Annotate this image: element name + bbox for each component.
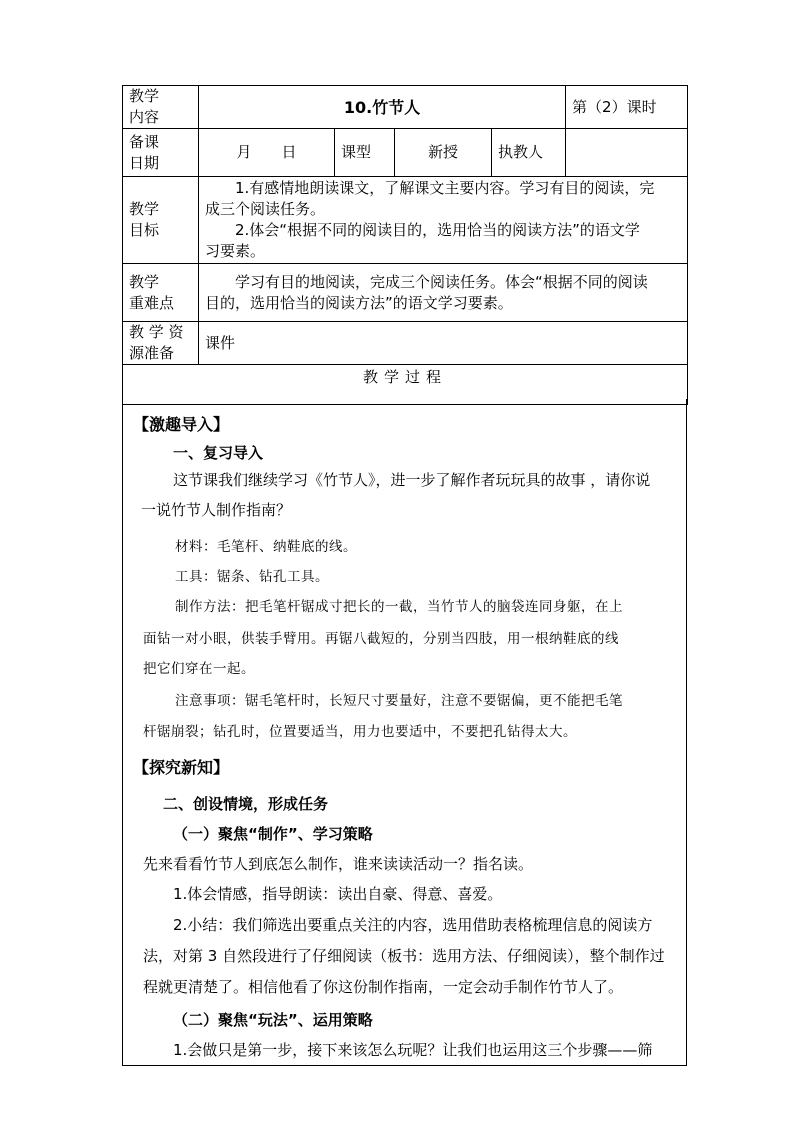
date-label-line2: 日期 bbox=[129, 153, 160, 172]
scenario-heading: 二、创设情境，形成任务 bbox=[163, 795, 329, 813]
process-body bbox=[122, 399, 687, 1066]
difficulty-label-line1: 教学 bbox=[129, 272, 160, 291]
date-label-line1: 备课 bbox=[129, 132, 160, 151]
goals-text bbox=[199, 177, 688, 264]
handwritten-line: 注意事项：锯毛笔杆时，长短尺寸要量好，注意不要锯偏，更不能把毛笔 bbox=[175, 693, 623, 709]
paragraph-line: 法，对第 3 自然段进行了仔细阅读（板书：选用方法、仔细阅读），整个制作过 bbox=[143, 947, 665, 965]
paragraph-line: 程就更清楚了。相信他看了你这份制作指南，一定会动手制作竹节人了。 bbox=[143, 978, 624, 996]
date-label bbox=[123, 129, 199, 177]
paragraph-line: 2.小结：我们筛选出要重点关注的内容，选用借助表格梳理信息的阅读方 bbox=[173, 916, 653, 934]
paragraph-line: 1.会做只是第一步，接下来该怎么玩呢？让我们也运用这三个步骤——筛 bbox=[173, 1041, 653, 1059]
type-value: 新授 bbox=[395, 129, 492, 177]
date-value: 月 日 bbox=[199, 129, 335, 177]
paragraph-line: 这节课我们继续学习《竹节人》，进一步了解作者玩玩具的故事 ，请你说 bbox=[173, 471, 651, 489]
make-focus-heading: （一）聚焦“制作”、学习策略 bbox=[173, 825, 373, 843]
paragraph-line: 一说竹节人制作指南？ bbox=[141, 501, 292, 519]
paragraph-line: 1.体会情感，指导朗读：读出自豪、得意、喜爱。 bbox=[173, 885, 503, 903]
resource-label-line2: 源准备 bbox=[129, 344, 175, 362]
goals-line: 习要素。 bbox=[205, 242, 266, 260]
content-label bbox=[123, 86, 199, 129]
section-explore-heading: 【探究新知】 bbox=[133, 758, 230, 777]
goals-label-line1: 教学 bbox=[129, 200, 160, 218]
goals-label bbox=[123, 177, 199, 264]
content-label-line2: 内容 bbox=[129, 108, 160, 126]
play-focus-heading: （二）聚焦“玩法”、运用策略 bbox=[173, 1011, 373, 1029]
difficulty-line: 学习有目的地阅读，完成三个阅读任务。体会“根据不同的阅读 bbox=[235, 272, 648, 291]
review-heading: 一、复习导入 bbox=[173, 444, 264, 462]
difficulty-label-line2: 重难点 bbox=[129, 293, 175, 312]
lesson-title: 10.竹节人 bbox=[199, 86, 566, 129]
handwritten-line: 把它们穿在一起。 bbox=[143, 661, 255, 677]
lesson-plan-header-table bbox=[122, 85, 688, 405]
teacher-value bbox=[566, 129, 688, 177]
goals-line: 2.体会“根据不同的阅读目的，选用恰当的阅读方法”的语文学 bbox=[235, 221, 640, 239]
goals-line: 成三个阅读任务。 bbox=[205, 200, 326, 218]
handwritten-line: 制作方法：把毛笔杆锯成寸把长的一截，当竹节人的脑袋连同身躯，在上 bbox=[175, 599, 623, 615]
type-label: 课型 bbox=[335, 129, 395, 177]
resource-label bbox=[123, 322, 199, 365]
goals-line: 1.有感情地朗读课文，了解课文主要内容。学习有目的阅读，完 bbox=[235, 179, 655, 197]
difficulty-line: 目的，选用恰当的阅读方法”的语文学习要素。 bbox=[205, 293, 513, 312]
handwritten-line: 杆锯崩裂；钻孔时，位置要适当，用力也要适中，不要把孔钻得太大。 bbox=[143, 724, 577, 740]
goals-label-line2: 目标 bbox=[129, 221, 160, 239]
handwritten-line: 工具：锯条、钻孔工具。 bbox=[175, 569, 329, 585]
process-heading: 教学过程 bbox=[123, 365, 688, 405]
resource-label-line1: 教 学 资 bbox=[129, 323, 184, 341]
lesson-period: 第（2）课时 bbox=[566, 86, 688, 129]
handwritten-line: 材料：毛笔杆、纳鞋底的线。 bbox=[175, 539, 357, 555]
difficulty-label bbox=[123, 264, 199, 322]
teacher-label: 执教人 bbox=[492, 129, 566, 177]
paragraph-line: 先来看看竹节人到底怎么制作，谁来读读活动一？指名读。 bbox=[143, 855, 534, 873]
handwritten-line: 面钻一对小眼，供装手臂用。再锯八截短的，分别当四肢，用一根纳鞋底的线 bbox=[143, 631, 619, 647]
content-label-line1: 教学 bbox=[129, 87, 160, 105]
resource-value: 课件 bbox=[199, 322, 688, 365]
difficulty-text bbox=[199, 264, 688, 322]
section-intro-heading: 【激趣导入】 bbox=[133, 415, 230, 434]
